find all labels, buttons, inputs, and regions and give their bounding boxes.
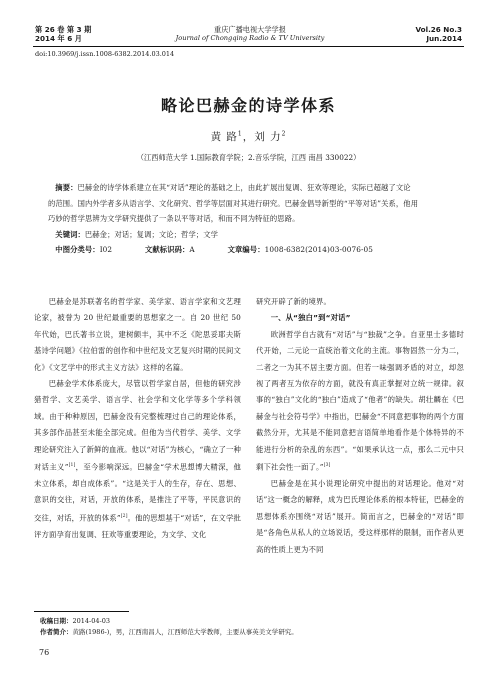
abstract-text-1: 巴赫金的诗学体系建立在其“对话”理论的基础之上，由此扩展出复调、狂欢等理论，实际已超越了文论 <box>77 183 411 192</box>
abstract <box>48 180 450 258</box>
abstract-label: 摘要： <box>55 183 78 192</box>
footnote-rule <box>34 611 129 612</box>
issue-date: 2014 年 6 月 <box>35 34 82 43</box>
clc-label: 中图分类号： <box>55 245 100 255</box>
clc-value: I02 <box>99 245 113 255</box>
journal-name-cn: 重庆广播电视大学学报 <box>214 25 286 34</box>
doi: doi:10.3969/j.issn.1008-6382.2014.03.014 <box>35 50 175 58</box>
author-2: 刘 力 <box>254 131 282 143</box>
section-heading: 一、从“独白”到“对话” <box>270 313 351 323</box>
journal-name-en: Journal of Chongqing Radio & TV University <box>175 34 325 42</box>
left-column <box>34 294 241 543</box>
citation-ref: [3] <box>323 463 331 469</box>
keywords: 巴赫金；对话；复调；文论；哲学；文学 <box>84 229 219 239</box>
right-paragraph-1: 欧洲哲学自古就有“对话”与“独裁”之争。自亚里士多德时代开始，二元论一直统治着文化的主流。事物固然一分为二，二者之一为其不居主要方面。但若一味强调矛盾的对立，却忽视了两者互为依存的方面，就没有真正掌握对立统一规律。叙事的“独白”文化的“独白”造成了“他者”的缺失。胡壮麟在《巴赫金与社会符号学》中指出，巴赫金“不同意把事物的两个方面截然分开，尤其是不能同意把言语简单地看作是个体特异的不能进行分析的杂乱的东西”。“如果承认这一点，那么二元中只剩下社会性一面了。”[3] <box>256 329 464 472</box>
right-column <box>256 294 464 558</box>
citation-ref: [2] <box>120 513 128 519</box>
doc-code-value: A <box>189 245 195 255</box>
author-2-sup: 2 <box>281 130 287 138</box>
author-separator: ， <box>242 131 255 143</box>
footnote <box>40 616 298 638</box>
author-1-sup: 1 <box>237 130 243 138</box>
citation-ref: [1] <box>68 463 76 469</box>
keywords-label: 关键词： <box>55 229 85 239</box>
volume-issue: 第 26 卷 第 3 期 <box>35 25 92 34</box>
abstract-text-3: 巧妙的哲学思辨为文学研究提供了一条以平等对话，和而不同为特征的思路。 <box>48 214 300 224</box>
author-info: 黄路(1986-)，男，江西南昌人，江西师范大学教师，主要从事英美文学研究。 <box>72 628 298 636</box>
affiliation: （江西师范大学 1.国际教育学院；2.音乐学院，江西 南昌 330022） <box>136 153 361 162</box>
left-paragraph-1: 巴赫金是苏联著名的哲学家、美学家、语言学家和文艺理论家，被誉为 20 世纪最重要的思想家之一。自 20 世纪 50 年代始，巴氏著书立说，建树颇丰，其中不乏《陀思妥耶夫斯基诗学问题》《拉伯雷的创作和中世纪及文艺复兴时期的民间文化》《文艺学中的形式主义方法》这样的名篇。 <box>34 297 241 372</box>
abstract-text-2: 的范围。国内外学者多从语言学、文化研究、哲学等层面对其进行研究。巴赫金倡导新型的“平等对话”关系，他用 <box>48 198 419 208</box>
header-rule <box>33 46 464 47</box>
author-info-label: 作者简介： <box>40 628 73 636</box>
doc-code-label: 文献标识码： <box>145 245 190 255</box>
right-paragraph-0: 研究开辟了新的境界。 <box>256 297 331 306</box>
page-number: 76 <box>39 648 50 657</box>
article-title: 略论巴赫金的诗学体系 <box>160 96 336 115</box>
article-no-value: 1008-6382(2014)03-0076-05 <box>264 245 374 255</box>
left-paragraph-2: 巴赫金学术体系庞大，尽管以哲学家自居，但他的研究涉猎哲学、文艺美学、语言学、社会学和文化学等多个学科领域。由于种种原因，巴赫金没有完整梳理过自己的理论体系，其多部作品甚至未能全部完成。但他为当代哲学、美学、文学理论研究注入了新鲜的血液。他以“对话”为核心，“确立了一种对话主义”[1]，至今影响深远。巴赫金“学术思想博大精深，他未立体系，却自成体系”。“这是关于人的生存，存在、思想、意识的交往，对话，开放的体系，是推注了平等，平民意识的交往，对话，开放的体系”[2]。他的思想基于“对话”，在文学批评方面孕育出复调、狂欢等重要理论，为文学、文化 <box>34 379 241 539</box>
authors <box>0 129 497 144</box>
volume-en: Vol.26 No.3 <box>415 25 462 34</box>
article-no-label: 文章编号： <box>227 245 265 255</box>
right-paragraph-2: 巴赫金是在其小说理论研究中提出的对话理论。他对“对话”这一概念的解释，成为巴氏理论体系的根本特征，巴赫金的思想体系亦围绕“对话”展开。简而言之，巴赫金的“对话”即是“各角色从私人的立场说话，受这样那样的限制，而作者从更高的性质上更为不同 <box>256 478 464 554</box>
received-label: 收稿日期： <box>40 617 73 625</box>
author-1: 黄 路 <box>210 131 238 143</box>
received-date: 2014-04-03 <box>72 617 110 625</box>
date-en: Jun.2014 <box>426 34 462 43</box>
